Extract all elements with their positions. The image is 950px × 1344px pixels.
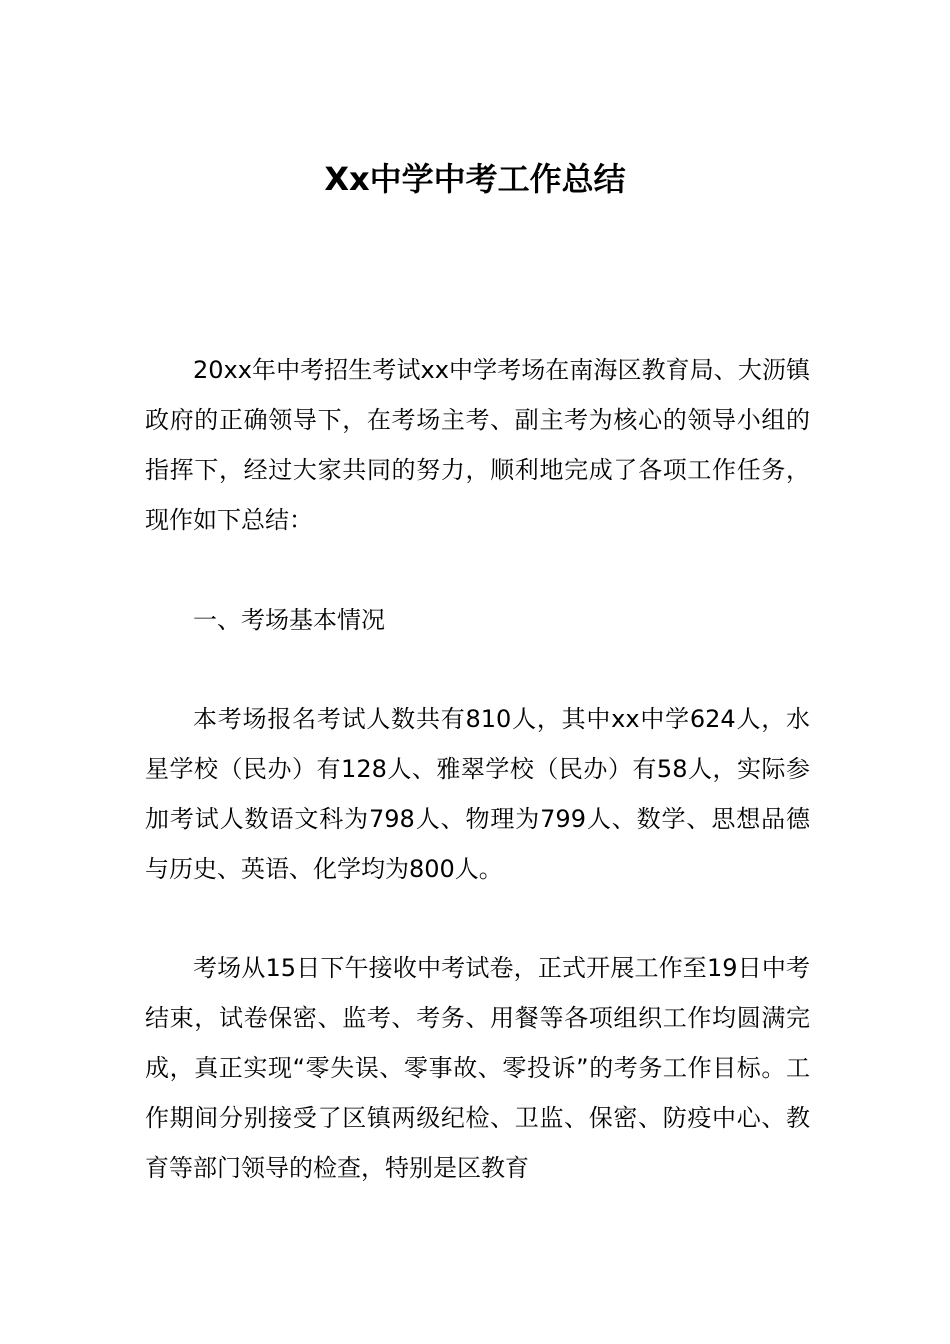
document-title: Xx中学中考工作总结 (324, 160, 626, 198)
paragraph-exam-process (145, 943, 810, 1193)
paragraph-text: 20xx年中考招生考试xx中学考场在南海区教育局、大沥镇政府的正确领导下，在考场主考、副主考为核心的领导小组的指挥下，经过大家共同的努力，顺利地完成了各项工作任务，现作如下总结： (145, 356, 810, 534)
paragraph-intro (145, 345, 810, 545)
paragraph-text: 考场从15日下午接收中考试卷，正式开展工作至19日中考结束，试卷保密、监考、考务、用餐等各项组织工作均圆满完成，真正实现“零失误、零事故、零投诉”的考务工作目标。工作期间分别接受了区镇两级纪检、卫监、保密、防疫中心、教育等部门领导的检查，特别是区教育 (145, 954, 810, 1182)
paragraph-exam-stats (145, 694, 810, 894)
paragraph-text: 本考场报名考试人数共有810人，其中xx中学624人，水星学校（民办）有128人、雅翠学校（民办）有58人，实际参加考试人数语文科为798人、物理为799人、数学、思想品德与历史、英语、化学均为800人。 (145, 705, 810, 883)
section-heading-1 (145, 595, 810, 645)
section-heading-text: 一、考场基本情况 (193, 606, 385, 634)
